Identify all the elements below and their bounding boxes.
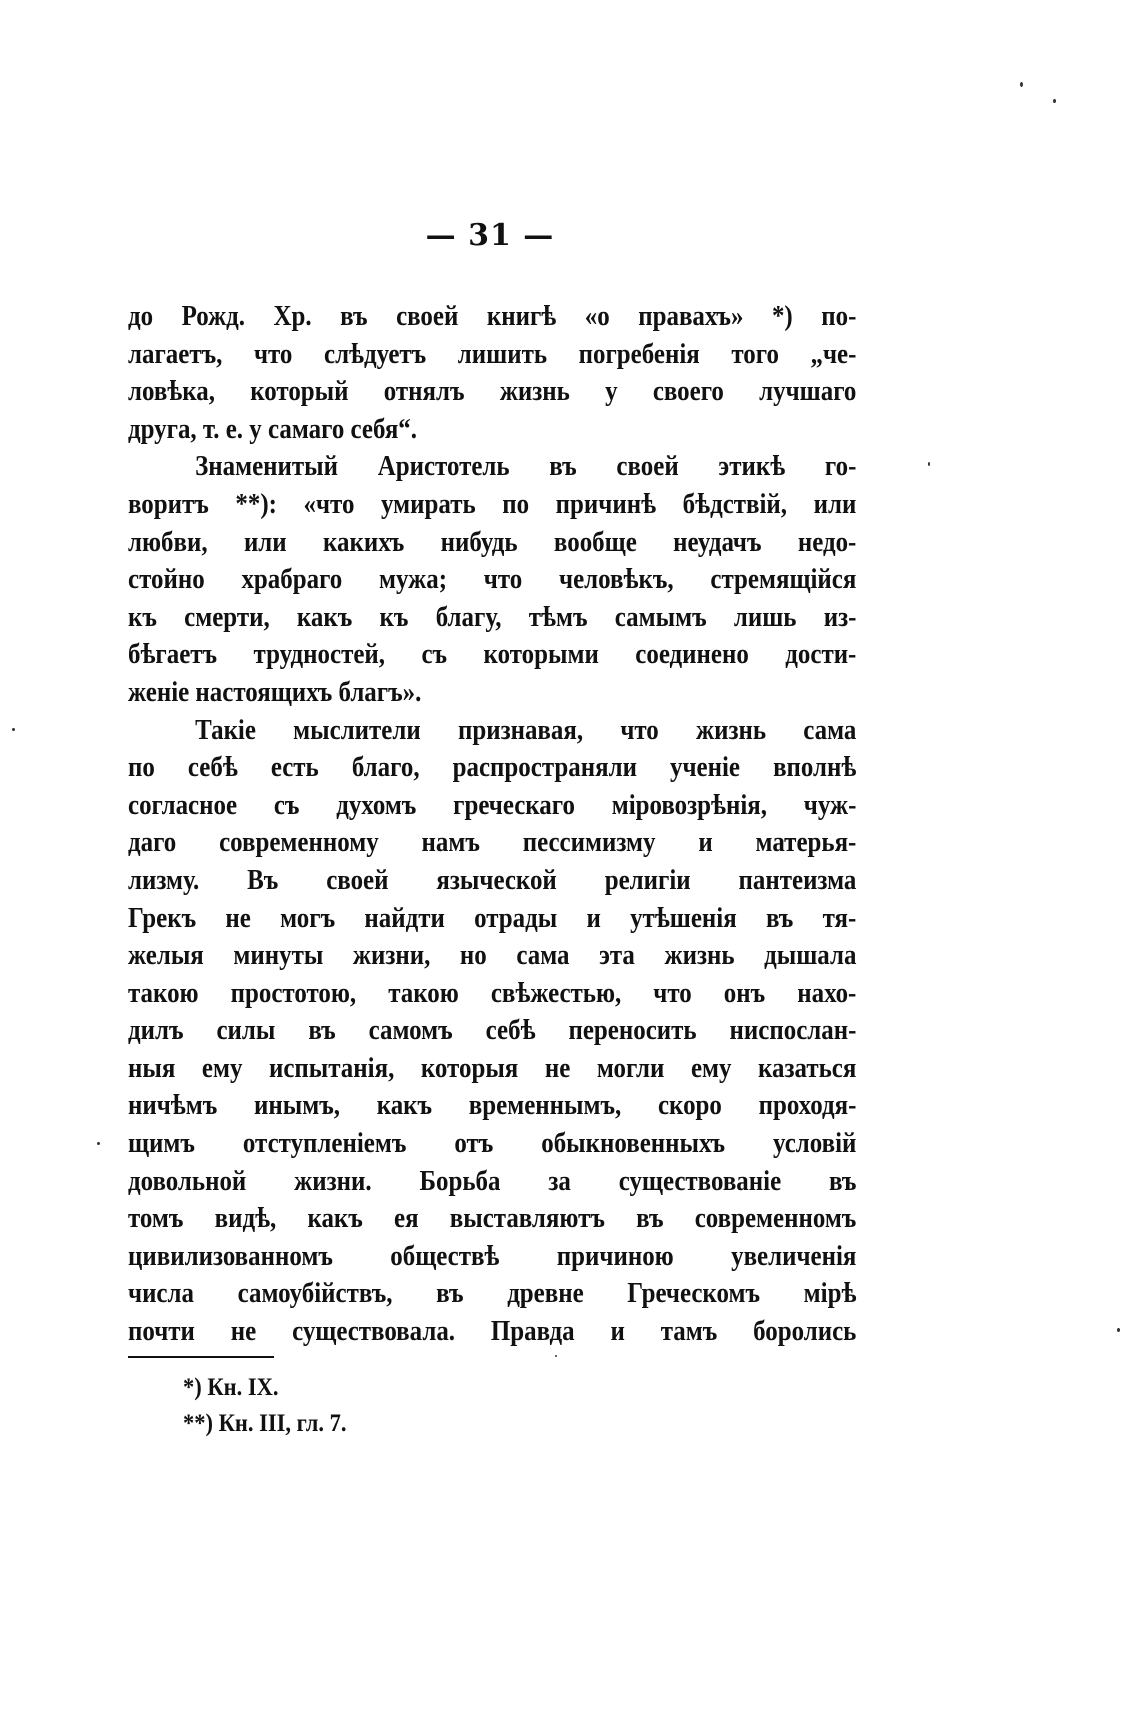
text-line: бѣгаетъ трудностей, съ которыми соединено дости-: [128, 638, 857, 671]
scan-speck: [97, 1142, 100, 1145]
text-line: согласное съ духомъ греческаго міровозрѣнія, чуж-: [128, 788, 857, 821]
scan-speck: [555, 1355, 557, 1357]
text-line: цивилизованномъ обществѣ причиною увеличенія: [128, 1239, 857, 1272]
text-line: лагаетъ, что слѣдуетъ лишить погребенія того „че-: [128, 337, 857, 370]
text-line: почти не существовала. Правда и тамъ боролись: [128, 1315, 857, 1348]
scan-speck: [1053, 99, 1056, 103]
text-line: дилъ силы въ самомъ себѣ переносить ниспослан-: [128, 1014, 857, 1047]
footnotes: [183, 1370, 365, 1442]
scan-speck: [1020, 82, 1023, 87]
scan-speck: [12, 728, 15, 731]
text-line: къ смерти, какъ къ благу, тѣмъ самымъ лишь из-: [128, 600, 857, 633]
text-line: Знаменитый Аристотель въ своей этикѣ го-: [195, 450, 857, 483]
scan-speck: [928, 462, 930, 466]
text-line: ныя ему испытанія, которыя не могли ему казаться: [128, 1051, 857, 1084]
text-line: воритъ **): «что умирать по причинѣ бѣдствій, или: [128, 487, 857, 520]
text-line: Грекъ не могъ найдти отрады и утѣшенія въ тя-: [128, 901, 857, 934]
page-number: — 31 —: [425, 218, 555, 253]
footnote-divider: [128, 1356, 274, 1358]
text-line: числа самоубійствъ, въ древне Греческомъ мірѣ: [128, 1277, 857, 1310]
text-line: довольной жизни. Борьба за существованіе въ: [128, 1164, 857, 1197]
text-line: Такіе мыслители признавая, что жизнь сама: [195, 713, 857, 746]
body-text: [128, 298, 856, 1351]
text-line: друга, т. е. у самаго себя“.: [128, 412, 418, 445]
text-line: по себѣ есть благо, распространяли ученіе вполнѣ: [128, 751, 857, 784]
scan-speck: [1117, 1328, 1120, 1332]
text-line: ловѣка, который отнялъ жизнь у своего лучшаго: [128, 375, 857, 408]
text-line: томъ видѣ, какъ ея выставляютъ въ современномъ: [128, 1202, 857, 1235]
text-line: женіе настоящихъ благъ».: [128, 675, 422, 708]
text-line: до Рожд. Хр. въ своей книгѣ «о правахъ» *) по-: [128, 300, 857, 332]
text-line: щимъ отступленіемъ отъ обыкновенныхъ условій: [128, 1127, 857, 1160]
text-line: любви, или какихъ нибудь вообще неудачъ недо-: [128, 525, 857, 558]
text-line: стойно храбраго мужа; что человѣкъ, стремящійся: [128, 563, 857, 596]
text-line: даго современному намъ пессимизму и матерья-: [128, 826, 857, 859]
footnote-1: *) Кн. IX.: [183, 1374, 279, 1401]
text-line: ничѣмъ инымъ, какъ временнымъ, скоро проходя-: [128, 1089, 857, 1122]
footnote-2: **) Кн. III, гл. 7.: [183, 1410, 347, 1437]
text-line: лизму. Въ своей языческой религіи пантеизма: [128, 863, 857, 896]
text-line: такою простотою, такою свѣжестью, что онъ нахо-: [128, 976, 857, 1009]
text-line: желыя минуты жизни, но сама эта жизнь дышала: [128, 939, 857, 972]
